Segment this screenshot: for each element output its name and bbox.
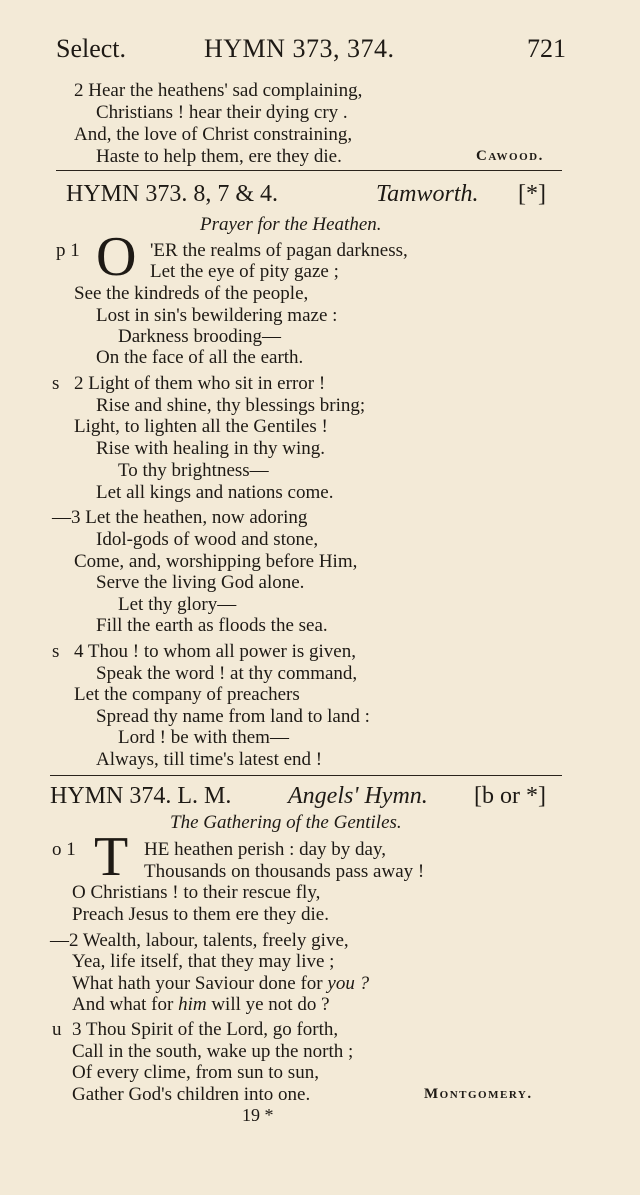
verse-line: Darkness brooding— — [118, 326, 282, 347]
verse-line: Let all kings and nations come. — [96, 482, 334, 503]
verse-text: What hath your Saviour done for — [72, 973, 323, 994]
verse-line: Let thy glory— — [118, 594, 237, 615]
drop-cap: T — [94, 826, 129, 888]
hymn-mark: [b or *] — [474, 783, 546, 809]
hymn-number-meter: HYMN 374. L. M. — [50, 783, 232, 809]
drop-cap: O — [96, 226, 137, 288]
verse-text: And what for — [72, 994, 174, 1015]
verse-line: See the kindreds of the people, — [74, 283, 309, 304]
header-section: Select. — [56, 34, 127, 63]
verse-line: 2 Light of them who sit in error ! — [74, 373, 326, 394]
verse-line: Idol-gods of wood and stone, — [96, 529, 319, 550]
verse-line: Preach Jesus to them ere they die. — [72, 904, 329, 925]
emphasis: him — [178, 994, 207, 1015]
verse-line: Thousands on thousands pass away ! — [144, 861, 425, 882]
dynamics-mark: s — [52, 373, 60, 394]
verse-line: —3 Let the heathen, now adoring — [52, 507, 308, 528]
verse-line: 2 Hear the heathens' sad complaining, — [74, 80, 363, 101]
verse-line: Let the eye of pity gaze ; — [150, 261, 339, 282]
verse-line: Lord ! be with them— — [118, 727, 289, 748]
hymn-title — [66, 180, 278, 208]
author-credit: Cawood. — [476, 148, 544, 164]
page-header — [56, 34, 566, 68]
verse-line: 'ER the realms of pagan darkness, — [150, 240, 408, 261]
header-title: HYMN 373, 374. — [204, 34, 395, 63]
verse-line: Rise with healing in thy wing. — [96, 438, 326, 459]
verse-line: Christians ! hear their dying cry . — [96, 102, 348, 123]
signature-mark: 19 * — [242, 1105, 274, 1125]
hymn-subtitle: Prayer for the Heathen. — [200, 214, 382, 235]
verse-line: And, the love of Christ constraining, — [74, 124, 353, 145]
verse-line: On the face of all the earth. — [96, 347, 304, 368]
hymn-mark: [*] — [518, 181, 546, 207]
dynamics-mark: s — [52, 641, 60, 662]
verse-line: Light, to lighten all the Gentiles ! — [74, 416, 328, 437]
verse-line: —2 Wealth, labour, talents, freely give, — [50, 930, 349, 951]
verse-line: Of every clime, from sun to sun, — [72, 1062, 319, 1083]
verse-line: Rise and shine, thy blessings bring; — [96, 395, 366, 416]
page-number: 721 — [527, 34, 566, 63]
verse-line: Lost in sin's bewildering maze : — [96, 305, 338, 326]
verse-line: 3 Thou Spirit of the Lord, go forth, — [72, 1019, 339, 1040]
verse-line: Serve the living God alone. — [96, 572, 305, 593]
hymn-tune — [376, 180, 479, 208]
hymn-number-meter: HYMN 373. 8, 7 & 4. — [66, 181, 279, 207]
dynamics-mark: o 1 — [52, 839, 76, 860]
verse-line: 4 Thou ! to whom all power is given, — [74, 641, 356, 662]
author-credit: Montgomery. — [424, 1086, 533, 1102]
dynamics-mark: u — [52, 1019, 62, 1040]
verse-line: Spread thy name from land to land : — [96, 706, 370, 727]
verse-line: To thy brightness— — [118, 460, 269, 481]
verse-line: Haste to help them, ere they die. — [96, 146, 342, 167]
verse-line: Call in the south, wake up the north ; — [72, 1041, 354, 1062]
hymn-tune — [288, 782, 428, 810]
verse-text: will ye not do ? — [211, 994, 330, 1015]
divider — [50, 775, 562, 776]
verse-line: Speak the word ! at thy command, — [96, 663, 358, 684]
hymn-subtitle: The Gathering of the Gentiles. — [170, 812, 402, 833]
verse-line: Let the company of preachers — [74, 684, 300, 705]
tune-name: Tamworth. — [376, 181, 479, 207]
verse-line: Come, and, worshipping before Him, — [74, 551, 358, 572]
dynamics-mark: p 1 — [56, 240, 80, 261]
verse-line: HE heathen perish : day by day, — [144, 839, 386, 860]
emphasis: you ? — [327, 973, 370, 994]
verse-line: Yea, life itself, that they may live ; — [72, 951, 335, 972]
verse-line: Fill the earth as floods the sea. — [96, 615, 328, 636]
verse-line — [72, 994, 330, 1016]
verse-line: Gather God's children into one. — [72, 1084, 311, 1105]
tune-name: Angels' Hymn. — [288, 783, 428, 809]
verse-line — [72, 973, 369, 995]
verse-line: Always, till time's latest end ! — [96, 749, 323, 770]
divider — [56, 170, 562, 171]
hymn-title — [50, 782, 231, 810]
verse-line: O Christians ! to their rescue fly, — [72, 882, 321, 903]
